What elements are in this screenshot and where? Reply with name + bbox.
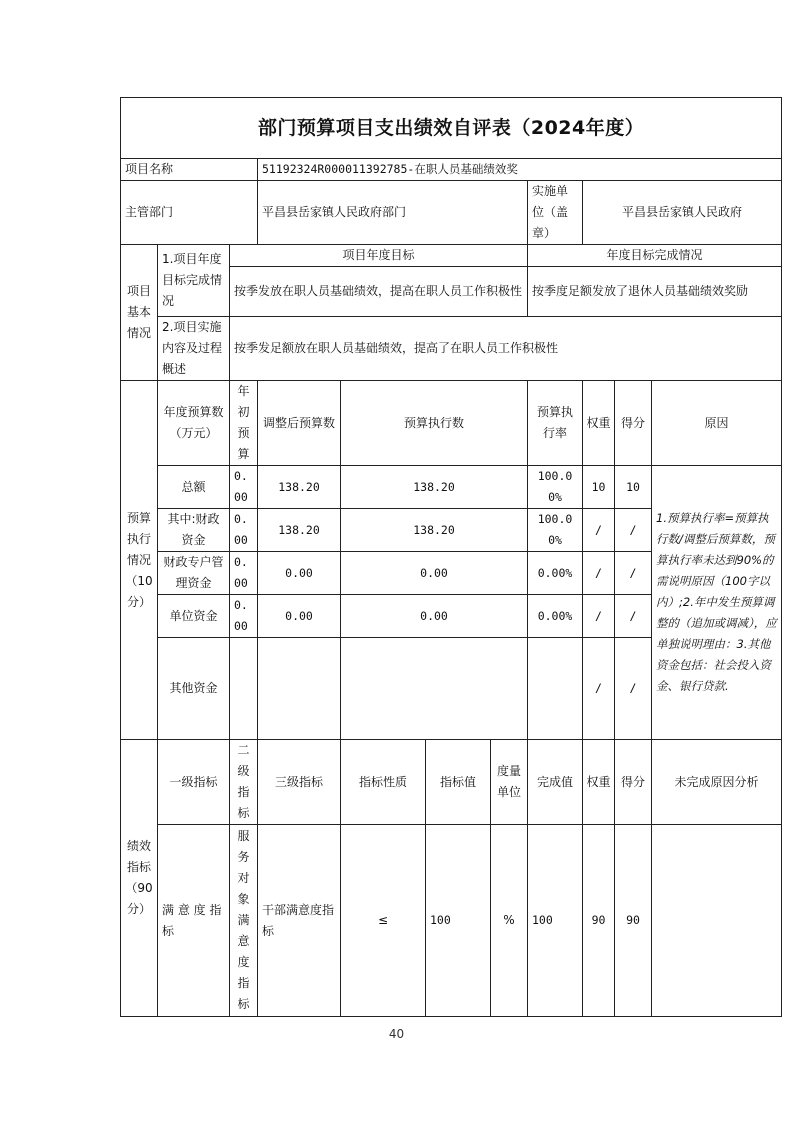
project-name-value: 51192324R000011392785-在职人员基础绩效奖 xyxy=(258,159,782,181)
budget-score: / xyxy=(615,595,652,638)
page-title: 部门预算项目支出绩效自评表（2024年度） xyxy=(121,98,782,159)
header-level3: 三级指标 xyxy=(258,740,341,825)
budget-score: / xyxy=(615,552,652,595)
dept-label: 主管部门 xyxy=(121,181,258,245)
perf-row xyxy=(121,825,782,1017)
header-rate: 预算执行率 xyxy=(528,381,583,466)
budget-rate: 0.00% xyxy=(528,552,583,595)
header-adjusted: 调整后预算数 xyxy=(258,381,341,466)
completion-header: 年度目标完成情况 xyxy=(528,245,782,267)
header-score: 得分 xyxy=(615,381,652,466)
budget-adjusted: 0.00 xyxy=(258,595,341,638)
budget-row xyxy=(121,466,782,509)
perf-section-label: 绩效指标（90分） xyxy=(121,740,158,1017)
perf-level3: 干部满意度指标 xyxy=(258,825,341,1017)
budget-adjusted: 138.20 xyxy=(258,466,341,509)
header-level1: 一级指标 xyxy=(158,740,230,825)
budget-executed: 0.00 xyxy=(341,595,528,638)
header-target: 指标值 xyxy=(426,740,491,825)
header-perf-weight: 权重 xyxy=(583,740,615,825)
budget-score: / xyxy=(615,638,652,740)
goal-value: 按季发放在职人员基础绩效，提高在职人员工作积极性 xyxy=(230,267,528,317)
header-category: 年度预算数（万元） xyxy=(158,381,230,466)
budget-category: 其中:财政资金 xyxy=(158,509,230,552)
header-reason: 原因 xyxy=(652,381,782,466)
budget-initial: 0.00 xyxy=(230,595,258,638)
header-perf-score: 得分 xyxy=(615,740,652,825)
perf-weight: 90 xyxy=(583,825,615,1017)
budget-score: 10 xyxy=(615,466,652,509)
unit-value: 平昌县岳家镇人民政府 xyxy=(583,181,782,245)
budget-adjusted xyxy=(258,638,341,740)
impl-value: 按季发足额放在职人员基础绩效，提高了在职人员工作积极性 xyxy=(230,317,782,381)
budget-initial: 0.00 xyxy=(230,552,258,595)
header-initial: 年初预算 xyxy=(230,381,258,466)
budget-initial: 0.00 xyxy=(230,466,258,509)
budget-executed: 138.20 xyxy=(341,466,528,509)
perf-level2: 服务对象满意度指标 xyxy=(230,825,258,1017)
perf-target: 100 xyxy=(426,825,491,1017)
header-weight: 权重 xyxy=(583,381,615,466)
budget-category: 单位资金 xyxy=(158,595,230,638)
perf-nature: ≤ xyxy=(341,825,426,1017)
header-level2: 二级指标 xyxy=(230,740,258,825)
budget-category: 总额 xyxy=(158,466,230,509)
budget-adjusted: 138.20 xyxy=(258,509,341,552)
budget-executed: 138.20 xyxy=(341,509,528,552)
header-nature: 指标性质 xyxy=(341,740,426,825)
self-evaluation-table xyxy=(120,97,782,1017)
budget-weight: / xyxy=(583,595,615,638)
budget-initial xyxy=(230,638,258,740)
dept-value: 平昌县岳家镇人民政府部门 xyxy=(258,181,528,245)
budget-rate: 100.00% xyxy=(528,509,583,552)
budget-executed xyxy=(341,638,528,740)
budget-rate: 100.00% xyxy=(528,466,583,509)
budget-adjusted: 0.00 xyxy=(258,552,341,595)
header-unit: 度量单位 xyxy=(491,740,528,825)
budget-section-label: 预算执行情况（10分） xyxy=(121,381,158,740)
budget-weight: / xyxy=(583,552,615,595)
budget-executed: 0.00 xyxy=(341,552,528,595)
basic-section-label: 项目基本情况 xyxy=(121,245,158,381)
header-executed: 预算执行数 xyxy=(341,381,528,466)
header-analysis: 未完成原因分析 xyxy=(652,740,782,825)
goal-label: 1.项目年度目标完成情况 xyxy=(158,245,230,317)
budget-weight: / xyxy=(583,638,615,740)
budget-rate: 0.00% xyxy=(528,595,583,638)
perf-analysis xyxy=(652,825,782,1017)
budget-rate xyxy=(528,638,583,740)
perf-unit: % xyxy=(491,825,528,1017)
completion-value: 按季度足额发放了退休人员基础绩效奖励 xyxy=(528,267,782,317)
budget-weight: 10 xyxy=(583,466,615,509)
perf-level1: 满 意 度 指标 xyxy=(158,825,230,1017)
page-number: 40 xyxy=(388,1027,405,1041)
budget-category: 财政专户管理资金 xyxy=(158,552,230,595)
project-name-label: 项目名称 xyxy=(121,159,258,181)
impl-label: 2.项目实施内容及过程概述 xyxy=(158,317,230,381)
reason-note: 1.预算执行率=预算执行数/调整后预算数，预算执行率未达到90%的需说明原因（100字以内）;2.年中发生预算调整的（追加或调减），应单独说明理由：3.其他资金包括：社会投入资金、银行贷款. xyxy=(652,466,782,740)
unit-label: 实施单位（盖章） xyxy=(528,181,583,245)
budget-weight: / xyxy=(583,509,615,552)
budget-category: 其他资金 xyxy=(158,638,230,740)
perf-score: 90 xyxy=(615,825,652,1017)
budget-score: / xyxy=(615,509,652,552)
goal-header: 项目年度目标 xyxy=(230,245,528,267)
perf-actual: 100 xyxy=(528,825,583,1017)
header-actual: 完成值 xyxy=(528,740,583,825)
budget-initial: 0.00 xyxy=(230,509,258,552)
